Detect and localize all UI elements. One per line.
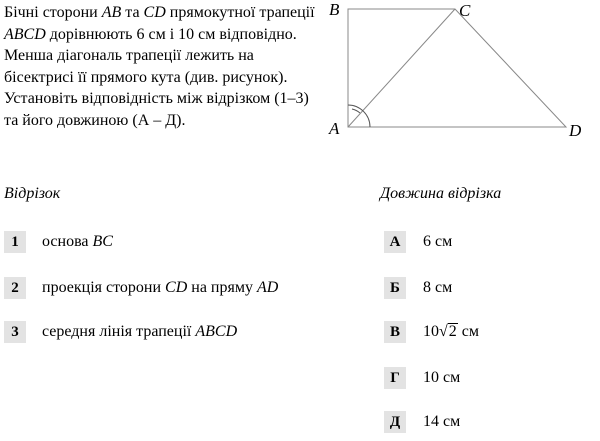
vertex-label-a: A — [329, 119, 340, 138]
length-row-v — [384, 321, 479, 343]
vertex-label-d: D — [569, 121, 582, 140]
length-row-a — [384, 231, 452, 253]
segment-label: проекція сторони CD на пряму AD — [42, 279, 279, 296]
length-value: 10 √ 2 см — [423, 323, 480, 340]
segment-number-badge: 2 — [4, 277, 26, 299]
segment-number-badge: 3 — [4, 321, 26, 343]
length-value: 8 см — [423, 279, 453, 296]
length-letter-badge: А — [384, 231, 406, 253]
problem-text: Бічні сторони AB та CD прямокутної трапеції ABCD дорівнюють 6 см і 10 см відповідно. Менша діагональ трапеції лежить на бісектрисі її прямого кута (див. рисунок). Установіть відповідність між відрізком (1–3) та його довжиною (А – Д). — [4, 4, 315, 129]
length-value: 10 см — [423, 369, 461, 386]
segment-row-3 — [4, 321, 237, 343]
bisector-angle-arc — [352, 109, 360, 113]
segments-header: Відрізок — [4, 185, 61, 202]
length-value: 14 см — [423, 413, 461, 430]
segment-label: основа BC — [42, 233, 113, 250]
sqrt-expression: √ 2 — [439, 323, 457, 340]
vertex-label-b: B — [329, 0, 340, 19]
length-row-d — [384, 411, 460, 433]
length-row-g — [384, 367, 460, 389]
segment-row-2 — [4, 277, 278, 299]
trapezoid-figure — [322, 0, 600, 150]
segment-number-badge: 1 — [4, 231, 26, 253]
length-letter-badge: Г — [384, 367, 406, 389]
length-letter-badge: Б — [384, 277, 406, 299]
length-value: 6 см — [423, 233, 453, 250]
segment-row-1 — [4, 231, 113, 253]
lengths-header: Довжина відрізка — [380, 185, 502, 202]
vertex-label-c: C — [459, 1, 471, 20]
segment-label: середня лінія трапеції ABCD — [42, 323, 238, 340]
diagonal-ac — [348, 9, 455, 127]
length-letter-badge: В — [384, 321, 406, 343]
length-letter-badge: Д — [384, 411, 406, 433]
length-row-b — [384, 277, 452, 299]
trapezoid-outline — [348, 9, 566, 127]
